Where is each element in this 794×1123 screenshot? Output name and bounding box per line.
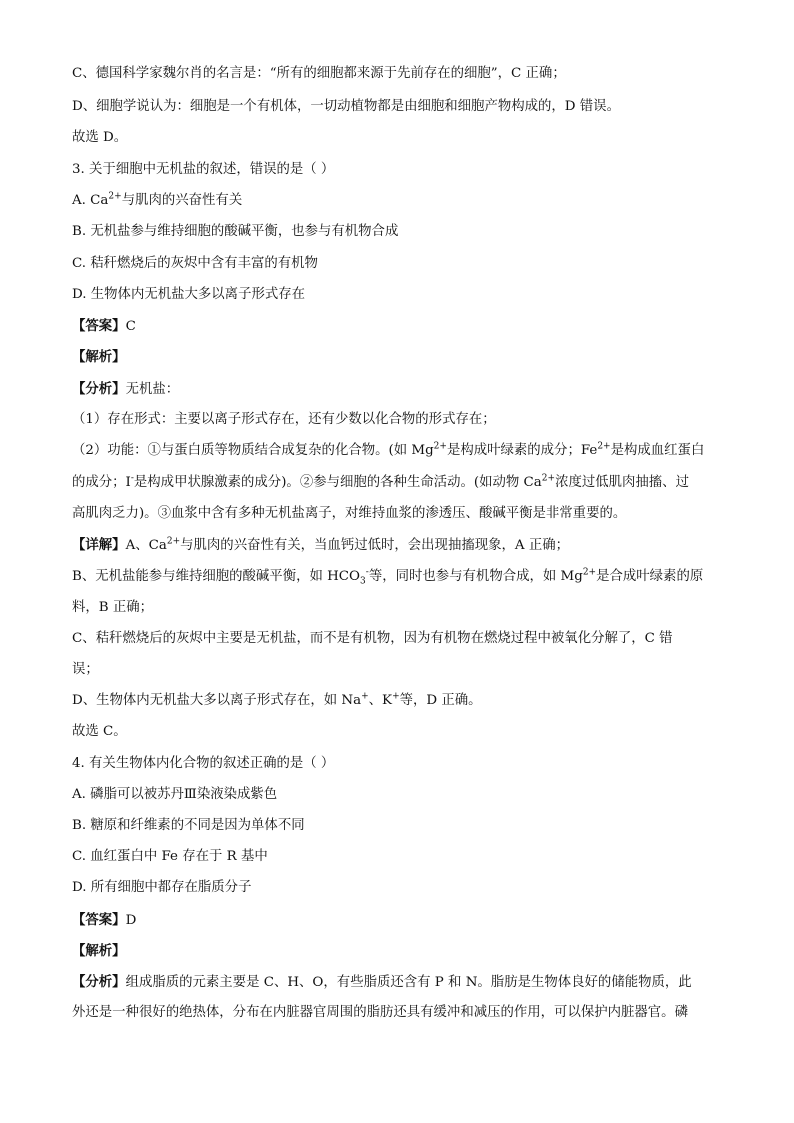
question-3-option-c: C. 秸秆燃烧后的灰烬中含有丰富的有机物 <box>72 256 318 271</box>
question-4-stem: 4. 有关生物体内化合物的叙述正确的是（ ） <box>72 756 335 771</box>
question-4-option-d: D. 所有细胞中都存在脂质分子 <box>72 880 252 895</box>
text-line: D、细胞学说认为：细胞是一个有机体，一切动植物都是由细胞和细胞产物构成的，D 错误。 <box>72 99 620 114</box>
question-4-option-c: C. 血红蛋白中 Fe 存在于 R 基中 <box>72 849 268 864</box>
text-line: 的成分；I-是构成甲状腺激素的成分)。②参与细胞的各种生命活动。(如动物 $Ca^{2+}$浓度过低肌肉抽搐、过 <box>72 473 689 490</box>
question-3-option-d: D. 生物体内无机盐大多以离子形式存在 <box>72 287 306 302</box>
text-line: C、德国科学家魏尔肖的名言是：“所有的细胞都来源于先前存在的细胞”，C 正确； <box>72 66 566 81</box>
text-line: 【分析】无机盐： <box>72 381 180 397</box>
question-4-option-a: A. 磷脂可以被苏丹Ⅲ染液染成紫色 <box>72 787 278 802</box>
text-line: 【详解】A、$Ca^{2+}$与肌肉的兴奋性有关，当血钙过低时，会出现抽搐现象，A 正确； <box>72 536 570 553</box>
question-3-stem: 3. 关于细胞中无机盐的叙述，错误的是（ ） <box>72 162 335 177</box>
text-line: 故选 D。 <box>72 130 128 145</box>
question-4-option-b: B. 糖原和纤维素的不同是因为单体不同 <box>72 818 305 833</box>
text-line: C、秸秆燃烧后的灰烬中主要是无机盐，而不是有机物，因为有机物在燃烧过程中被氧化分解了，C 错 <box>72 631 673 646</box>
question-3-option-a: A. $Ca^{2+}$与肌肉的兴奋性有关 <box>72 191 243 208</box>
analysis-heading: 【解析】 <box>72 943 126 959</box>
text-line: 料，B 正确； <box>72 600 154 615</box>
text-line: 故选 C。 <box>72 724 127 739</box>
text-line: D、生物体内无机盐大多以离子形式存在，如 Na+、K+等，D 正确。 <box>72 691 482 708</box>
text-line: （2）功能：①与蛋白质等物质结合成复杂的化合物。(如 $Mg^{2+}$是构成叶绿素的成分；$Fe^{2+}$是构成血红蛋白 <box>72 441 705 458</box>
answer-line: 【答案】C <box>72 318 136 334</box>
text-line: 高肌肉乏力)。③血浆中含有多种无机盐离子，对维持血浆的渗透压、酸碱平衡是非常重要的。 <box>72 506 627 521</box>
text-line: 误； <box>72 662 99 677</box>
text-line: 【分析】组成脂质的元素主要是 C、H、O，有些脂质还含有 P 和 N。脂肪是生物体良好的储能物质，此 <box>72 974 692 990</box>
analysis-heading: 【解析】 <box>72 349 126 365</box>
text-line: B、无机盐能参与维持细胞的酸碱平衡，如 $HCO_3^-$等，同时也参与有机物合成，如 $Mg^{2+}$是合成叶绿素的原 <box>72 567 704 587</box>
text-line: 外还是一种很好的绝热体，分布在内脏器官周围的脂肪还具有缓冲和减压的作用，可以保护内脏器官。磷 <box>72 1005 688 1020</box>
answer-line: 【答案】D <box>72 912 137 928</box>
question-3-option-b: B. 无机盐参与维持细胞的酸碱平衡，也参与有机物合成 <box>72 224 399 239</box>
text-line: （1）存在形式：主要以离子形式存在，还有少数以化合物的形式存在； <box>72 412 496 427</box>
